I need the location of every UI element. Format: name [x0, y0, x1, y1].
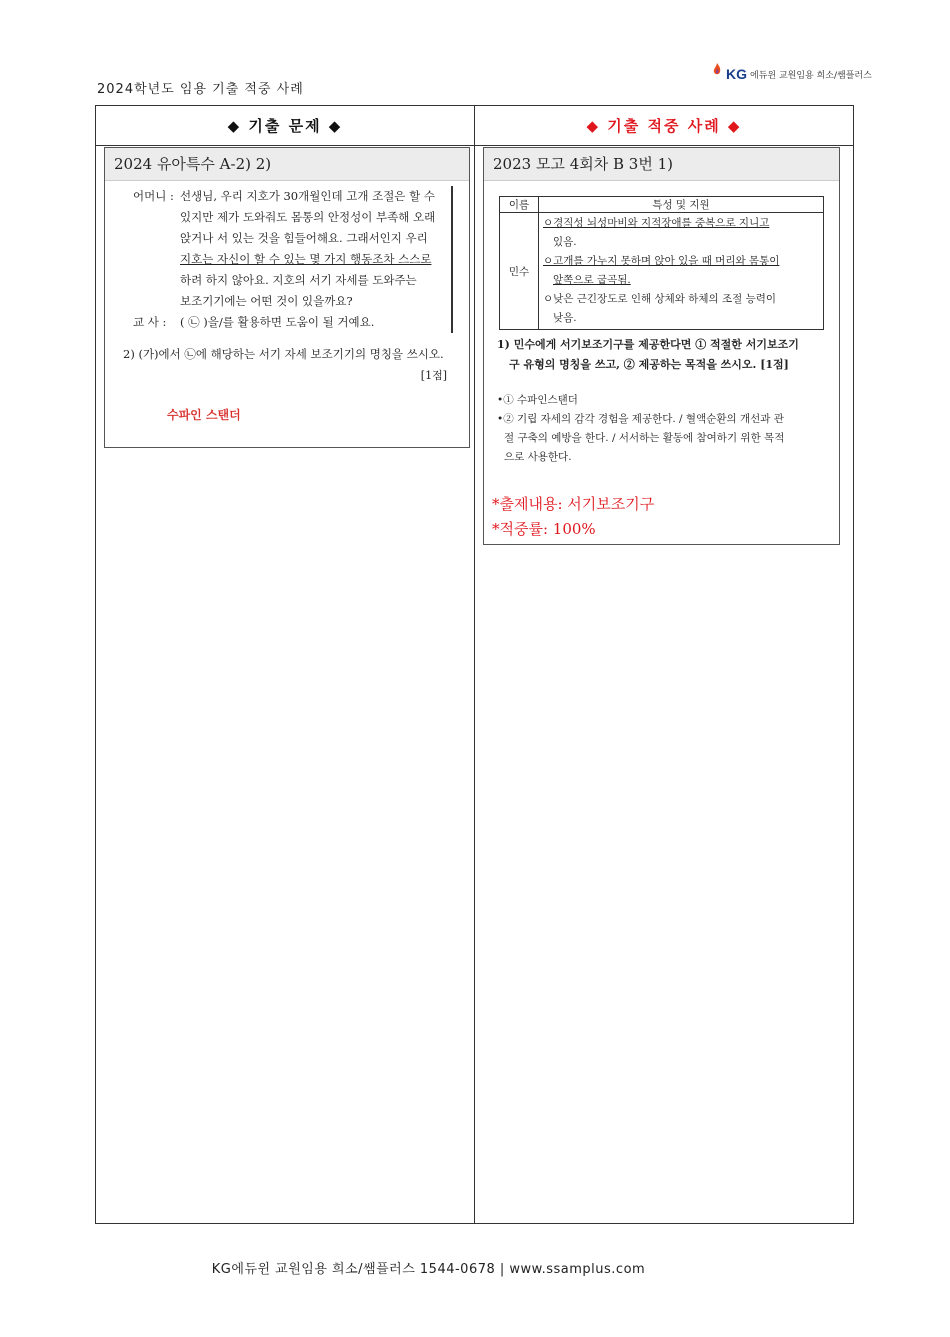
trait-line: ㅇ낮은 근긴장도로 인해 상체와 하체의 조절 능력이 [543, 293, 777, 305]
hit-rate-note: *적중률: 100% [492, 520, 596, 538]
column-divider [474, 105, 475, 1224]
mother-speaker: 어머니 : [133, 189, 174, 203]
logo-brand: KG [726, 66, 747, 82]
exam-panel [104, 147, 470, 448]
brand-logo [712, 66, 872, 82]
left-column-header: ◆ 기출 문제 ◆ [227, 117, 343, 135]
student-info-table [499, 196, 824, 330]
dialog-line: 하려 하지 않아요. 지호의 서기 자세를 도와주는 [180, 273, 417, 287]
mock-answer-line: 절 구축의 예방을 한다. / 서서하는 활동에 참여하기 위한 목적 [504, 432, 785, 444]
exam-title: 2024 유아특수 A-2) 2) [105, 148, 469, 181]
trait-line: ㅇ경직성 뇌성마비와 지적장애를 중복으로 지니고 [543, 217, 770, 229]
header-title: 2024학년도 임용 기출 적중 사례 [97, 82, 304, 97]
exam-score: [1점] [420, 369, 447, 382]
mock-answer [497, 391, 829, 467]
student-name: 민수 [500, 213, 539, 330]
trait-line: ㅇ고개를 가누지 못하며 앉아 있을 때 머리와 몸통이 [543, 255, 780, 267]
mock-answer-line: •① 수파인스탠더 [497, 394, 578, 406]
mock-panel [483, 147, 840, 545]
student-traits [539, 213, 824, 330]
trait-line: 앞쪽으로 굽곡됨. [553, 274, 631, 286]
topic-note: *출제내용: 서기보조기구 [492, 495, 655, 513]
exam-question: 2) (가)에서 ㉡에 해당하는 서기 자세 보조기기의 명칭을 쓰시오. [123, 347, 444, 361]
header-divider [95, 145, 854, 146]
flame-icon [712, 63, 722, 77]
dialog-line: 선생님, 우리 지호가 30개월인데 고개 조절은 할 수 [180, 189, 435, 203]
dialog-line: 있지만 제가 도와줘도 몸통의 안정성이 부족해 오래 [180, 210, 436, 224]
table-header-name: 이름 [500, 197, 539, 213]
mock-answer-line: •② 기립 자세의 감각 경험을 제공한다. / 혈액순환의 개선과 관 [497, 413, 784, 425]
mock-question-line: 구 유형의 명칭을 쓰고, ② 제공하는 목적을 쓰시오. [1점] [509, 358, 789, 371]
dialog-line: 보조기기에는 어떤 것이 있을까요? [180, 294, 353, 308]
teacher-line: ( ㉡ )을/를 활용하면 도움이 될 거예요. [180, 315, 375, 329]
dialog-box [127, 186, 453, 333]
teacher-speaker: 교 사 : [133, 315, 167, 329]
table-header-desc: 특성 및 지원 [539, 197, 824, 213]
mock-answer-line: 으로 사용한다. [504, 451, 572, 463]
footer-contact: KG에듀윈 교원임용 희소/쌤플러스 1544-0678 | www.ssamplus.com [211, 1262, 646, 1277]
exam-answer: 수파인 스탠더 [167, 408, 241, 422]
mock-question [497, 335, 829, 375]
dialog-line: 지호는 자신이 할 수 있는 몇 가지 행동조차 스스로 [180, 252, 432, 266]
mock-title: 2023 모고 4회차 B 3번 1) [484, 148, 839, 181]
logo-text: 에듀윈 교원임용 희소/쌤플러스 [750, 70, 872, 81]
trait-line: 있음. [553, 236, 577, 248]
right-column-header: ◆ 기출 적중 사례 ◆ [586, 117, 742, 135]
trait-line: 낮음. [553, 312, 577, 324]
dialog-line: 앉거나 서 있는 것을 힘들어해요. 그래서인지 우리 [180, 231, 428, 245]
mock-question-line: 1) 민수에게 서기보조기구를 제공한다면 ① 적절한 서기보조기 [497, 338, 799, 351]
